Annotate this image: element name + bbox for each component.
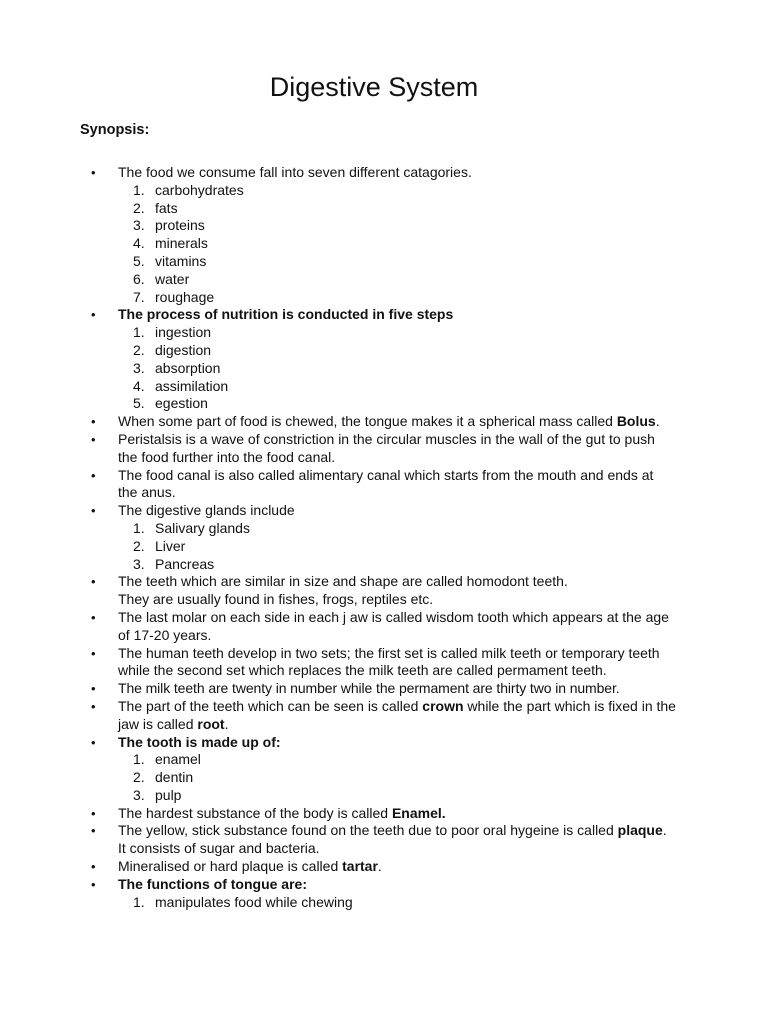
sub-list-item: 2. fats	[133, 199, 178, 216]
term-tartar: tartar	[342, 858, 378, 875]
list-item	[91, 502, 676, 573]
sub-list-item: 1. manipulates food while chewing	[133, 893, 353, 910]
list-item: • Mineralised or hard plaque is called tartar.	[91, 858, 676, 876]
sub-list-item: 5. vitamins	[133, 252, 207, 269]
item-text: The last molar on each side in each j aw is called wisdom tooth which appears at the age of 17-20 years.	[118, 608, 669, 643]
sub-list-item: 3. pulp	[133, 786, 182, 803]
page-title: Digestive System	[269, 72, 479, 102]
item-text: Peristalsis is a wave of constriction in the circular muscles in the wall of the gut to push the food further into the food canal.	[118, 430, 655, 465]
list-item	[91, 467, 676, 503]
tooth-parts-list	[118, 751, 676, 804]
item-text: The digestive glands include	[118, 502, 295, 519]
item-text: The functions of tongue are:	[118, 875, 307, 892]
bullet-list	[91, 164, 676, 911]
item-text: The milk teeth are twenty in number while the permament are thirty two in number.	[118, 680, 620, 697]
list-item: • The hardest substance of the body is called Enamel.	[91, 805, 676, 823]
list-item	[91, 680, 676, 698]
food-categories-list	[118, 182, 676, 307]
sub-list-item: 6. water	[133, 270, 190, 287]
term-enamel: Enamel.	[391, 804, 446, 821]
sub-list-item: 5. egestion	[133, 395, 208, 412]
list-item	[91, 431, 676, 467]
nutrition-steps-list	[118, 324, 676, 413]
list-item	[91, 164, 676, 306]
sub-list-item: 1. enamel	[133, 751, 201, 768]
sub-list-item: 3. Pancreas	[133, 555, 215, 572]
synopsis-heading: Synopsis:	[80, 122, 150, 138]
tongue-functions-list	[118, 894, 676, 912]
sub-list-item: 2. Liver	[133, 537, 186, 554]
term-crown: crown	[422, 697, 464, 714]
term-root: root	[197, 715, 225, 732]
item-text: The human teeth develop in two sets; the first set is called milk teeth or temporary teeth while the second set which replaces the milk teeth are called permament teeth.	[118, 644, 660, 679]
list-item: • The teeth which are similar in size and shape are called homodont teeth. They are usually found in fishes, frogs, reptiles etc.	[91, 573, 676, 609]
list-item: • When some part of food is chewed, the tongue makes it a spherical mass called Bolus.	[91, 413, 676, 431]
sub-list-item: 2. dentin	[133, 769, 194, 786]
list-item	[91, 306, 676, 413]
sub-list-item: 4. assimilation	[133, 377, 229, 394]
term-plaque: plaque	[617, 822, 663, 839]
sub-list-item: 1. Salivary glands	[133, 519, 250, 536]
list-item: • The part of the teeth which can be seen is called crown while the part which is fixed in the jaw is called root.	[91, 698, 676, 734]
list-item	[91, 734, 676, 805]
sub-list-item: 4. minerals	[133, 235, 208, 252]
sub-list-item: 7. roughage	[133, 288, 215, 305]
list-item	[91, 645, 676, 681]
item-text: The food we consume fall into seven different catagories.	[118, 164, 472, 180]
sub-list-item: 2. digestion	[133, 341, 212, 358]
item-text: The process of nutrition is conducted in five steps	[118, 306, 454, 323]
list-item	[91, 876, 676, 912]
sub-list-item: 3. proteins	[133, 217, 205, 234]
digestive-glands-list	[118, 520, 676, 573]
list-item: • The yellow, stick substance found on the teeth due to poor oral hygeine is called plaque. It consists of sugar and bacteria.	[91, 822, 676, 858]
document-body	[91, 164, 676, 911]
sub-list-item: 1. ingestion	[133, 324, 212, 341]
list-item	[91, 609, 676, 645]
term-bolus: Bolus	[616, 413, 656, 430]
sub-list-item: 1. carbohydrates	[133, 181, 244, 198]
sub-list-item: 3. absorption	[133, 359, 221, 376]
item-text: The food canal is also called alimentary canal which starts from the mouth and ends at the anus.	[118, 466, 654, 501]
item-text: The tooth is made up of:	[118, 733, 281, 750]
